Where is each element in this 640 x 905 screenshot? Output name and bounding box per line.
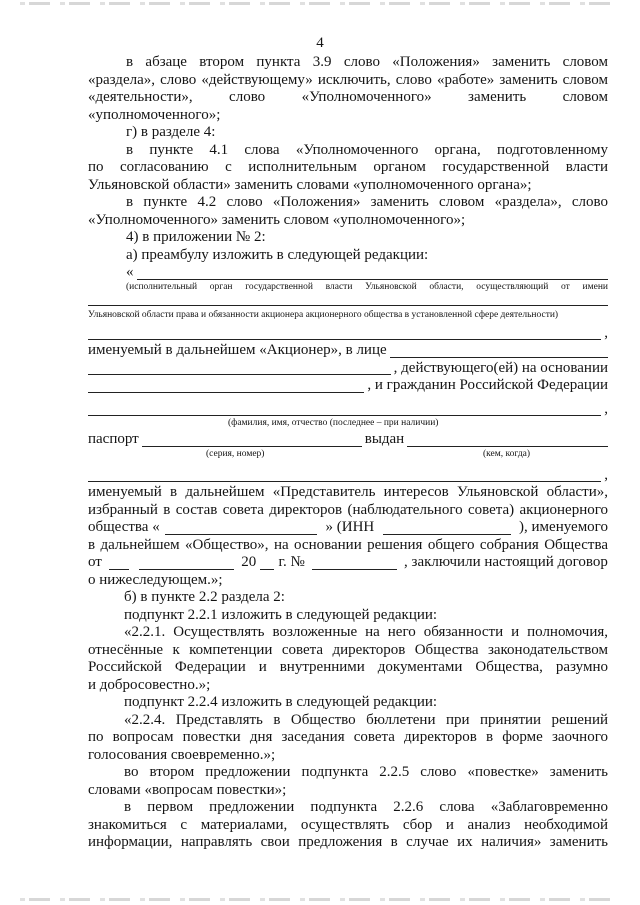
text-line: отнесённые к компетенции совета директоров Общества законодательством xyxy=(88,641,608,658)
form-line-basis: , действующего(ей) на основании xyxy=(88,360,608,378)
text-line: 4) в приложении № 2: xyxy=(126,229,266,245)
text-line: «2.2.4. Представлять в Общество бюллетени при принятии решений xyxy=(124,711,608,728)
text-line: в абзаце втором пункта 3.9 слово «Положения» заменить словом xyxy=(126,54,608,70)
text-line: в первом предложении подпункта 2.2.6 слова «Заблаговременно xyxy=(124,799,608,815)
blank-field xyxy=(390,344,608,358)
caption: Ульяновской области права и обязанности акционера акционерного общества в установленной сфере деятельности) xyxy=(88,309,559,320)
page-number: 4 xyxy=(316,35,324,51)
text-line: голосования своевременно.»; xyxy=(88,746,276,763)
text-line: и добросовестно.»; xyxy=(88,676,211,693)
blank-field xyxy=(88,468,601,482)
document-body xyxy=(88,54,608,852)
text-line: «уполномоченного»; xyxy=(88,106,221,123)
form-line: , xyxy=(88,325,608,343)
text-line: в пункте 4.1 слова «Уполномоченного органа, подготовленному xyxy=(126,141,608,158)
text-line: «Уполномоченного» заменить словом «уполномоченного»; xyxy=(88,211,466,228)
scan-artifact-top xyxy=(20,2,620,5)
text-line: о нижеследующем.»; xyxy=(88,571,223,588)
blank-field xyxy=(88,326,601,340)
text-line: во втором предложении подпункта 2.2.5 слово «повестке» заменить xyxy=(124,764,608,780)
text-line: в дальнейшем «Общество», на основании решения общего собрания Общества xyxy=(88,536,608,553)
blank-field xyxy=(383,521,511,535)
text-line: информации, направлять свои предложения в случае их наличия» заменить xyxy=(88,834,608,850)
text-line: «деятельности», слово «Уполномоченного» заменить словом xyxy=(88,89,608,105)
text-line: г) в разделе 4: xyxy=(126,124,216,140)
text-line: именуемый в дальнейшем «Представитель интересов Ульяновской области», xyxy=(88,484,608,500)
blank-field xyxy=(88,402,601,416)
form-line: , xyxy=(88,467,608,485)
blank-field xyxy=(260,556,274,570)
form-line-fio: , xyxy=(88,401,608,419)
text-line: Ульяновской области» заменить словами «уполномоченного органа»; xyxy=(88,176,532,193)
text-line: по согласованию с исполнительным органом государственной власти xyxy=(88,159,608,175)
captions-row xyxy=(88,449,608,463)
caption: (исполнительный орган государственной власти Ульяновской области, осуществляющий от имени xyxy=(126,281,608,292)
text-line: по вопросам повестки дня заседания совета директоров в форме заочного xyxy=(88,729,608,745)
text-line: б) в пункте 2.2 раздела 2: xyxy=(124,589,285,605)
scan-artifact-bottom xyxy=(20,898,620,901)
text-line: словами «вопросам повестки»; xyxy=(88,781,287,798)
blank-field xyxy=(88,361,391,375)
text-line: а) преамбулу изложить в следующей редакции: xyxy=(126,246,429,263)
text-line: избранный в состав совета директоров (наблюдательного совета) акционерного xyxy=(88,501,608,518)
blank-field xyxy=(88,293,608,306)
text-line: подпункт 2.2.4 изложить в следующей редакции: xyxy=(124,694,438,710)
blank-field xyxy=(139,556,234,570)
blank-field xyxy=(312,556,397,570)
blank-field xyxy=(109,556,129,570)
caption: (кем, когда) xyxy=(483,448,531,459)
text-line: «2.2.1. Осуществлять возложенные на него обязанности и полномочия, xyxy=(124,624,608,640)
caption: (фамилия, имя, отчество (последнее – при наличии) xyxy=(228,418,439,428)
form-line-organ: « xyxy=(88,264,608,282)
text-line: «раздела», слово «действующему» исключить, слово «работе» заменить словом xyxy=(88,71,608,88)
blank-field xyxy=(142,433,362,447)
text-line: в пункте 4.2 слово «Положения» заменить словом «раздела», слово xyxy=(126,194,608,210)
form-line-citizen: , и гражданин Российской Федерации xyxy=(88,377,608,395)
blank-field xyxy=(407,433,608,447)
form-line-person: именуемый в дальнейшем «Акционер», в лице xyxy=(88,342,608,360)
form-line-company: общества « » (ИНН ), именуемого xyxy=(88,519,608,535)
form-line-passport: паспорт выдан xyxy=(88,431,608,449)
blank-field xyxy=(137,266,609,280)
text-line: подпункт 2.2.1 изложить в следующей редакции: xyxy=(124,606,438,623)
caption: (серия, номер) xyxy=(206,448,265,459)
text-line: знакомиться с материалами, осуществлять сбор и анализ необходимой xyxy=(88,816,608,833)
blank-field xyxy=(88,379,364,393)
text-line: Российской Федерации и внутренними документами Общества, разумно xyxy=(88,659,608,675)
form-line-date: от 20 г. № , заключили настоящий договор xyxy=(88,554,608,570)
blank-field xyxy=(165,521,317,535)
